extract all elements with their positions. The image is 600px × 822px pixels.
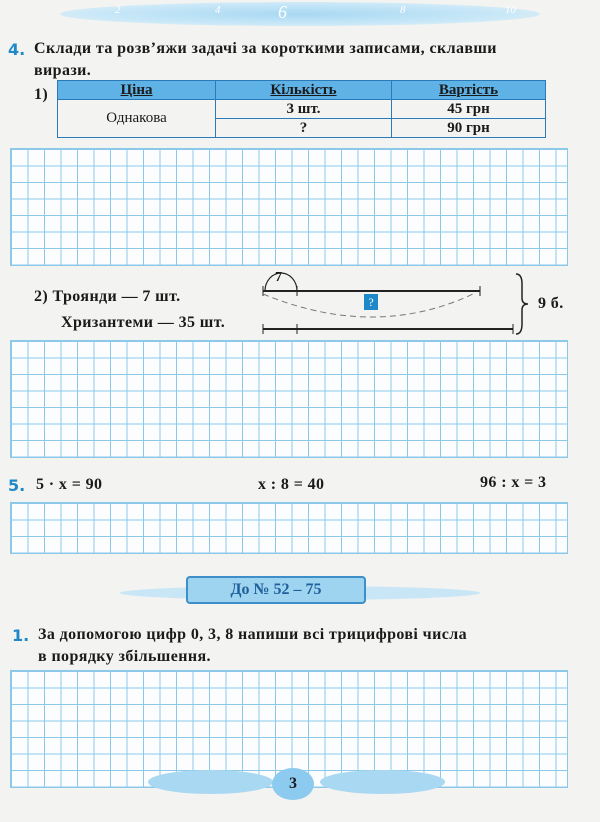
answer-grid[interactable] [10,502,568,554]
unknown-box: ? [364,294,378,310]
equation: x : 8 = 40 [258,476,325,493]
task-text: вирази. [34,62,92,79]
table-cell: 45 грн [392,100,546,119]
answer-grid[interactable] [10,148,568,266]
task-number: 5. [8,476,26,495]
table-header: Кількість [216,81,392,100]
segment-diagram [255,268,525,340]
arc-value: 7 [275,270,283,285]
top-decorative-ruler [60,2,540,26]
task-number: 4. [8,40,26,59]
brace-icon [512,272,532,336]
ruler-number: 8 [400,4,406,16]
footer-decoration [148,770,273,794]
section-banner: До № 52 – 75 [186,576,366,604]
ruler-number: 2 [115,4,121,16]
table-cell: Однакова [58,100,216,138]
data-table [57,80,546,138]
equation: 96 : x = 3 [480,474,547,491]
table-cell: 90 грн [392,119,546,138]
ruler-number: 10 [505,4,516,16]
page-number: 3 [272,768,314,800]
part-label: 1) [34,86,49,103]
task-text: Склади та розв’яжи задачі за короткими записами, склавши [34,40,497,57]
table-row [58,100,546,119]
part2-line2: Хризантеми — 35 шт. [61,314,226,331]
answer-grid[interactable] [10,340,568,458]
task-number: 1. [12,626,30,645]
equation: 5 · x = 90 [36,476,103,493]
table-cell: 3 шт. [216,100,392,119]
footer-decoration [320,770,445,794]
ruler-number: 4 [215,4,221,16]
table-header: Вартість [392,81,546,100]
ruler-number: 6 [278,2,287,22]
table-header: Ціна [58,81,216,100]
table-cell: ? [216,119,392,138]
task-text: За допомогою цифр 0, 3, 8 напиши всі трицифрові числа [38,626,467,643]
total-label: 9 б. [538,295,564,312]
part2-line1: 2) Троянди — 7 шт. [34,288,181,305]
task-text: в порядку збільшення. [38,648,211,665]
